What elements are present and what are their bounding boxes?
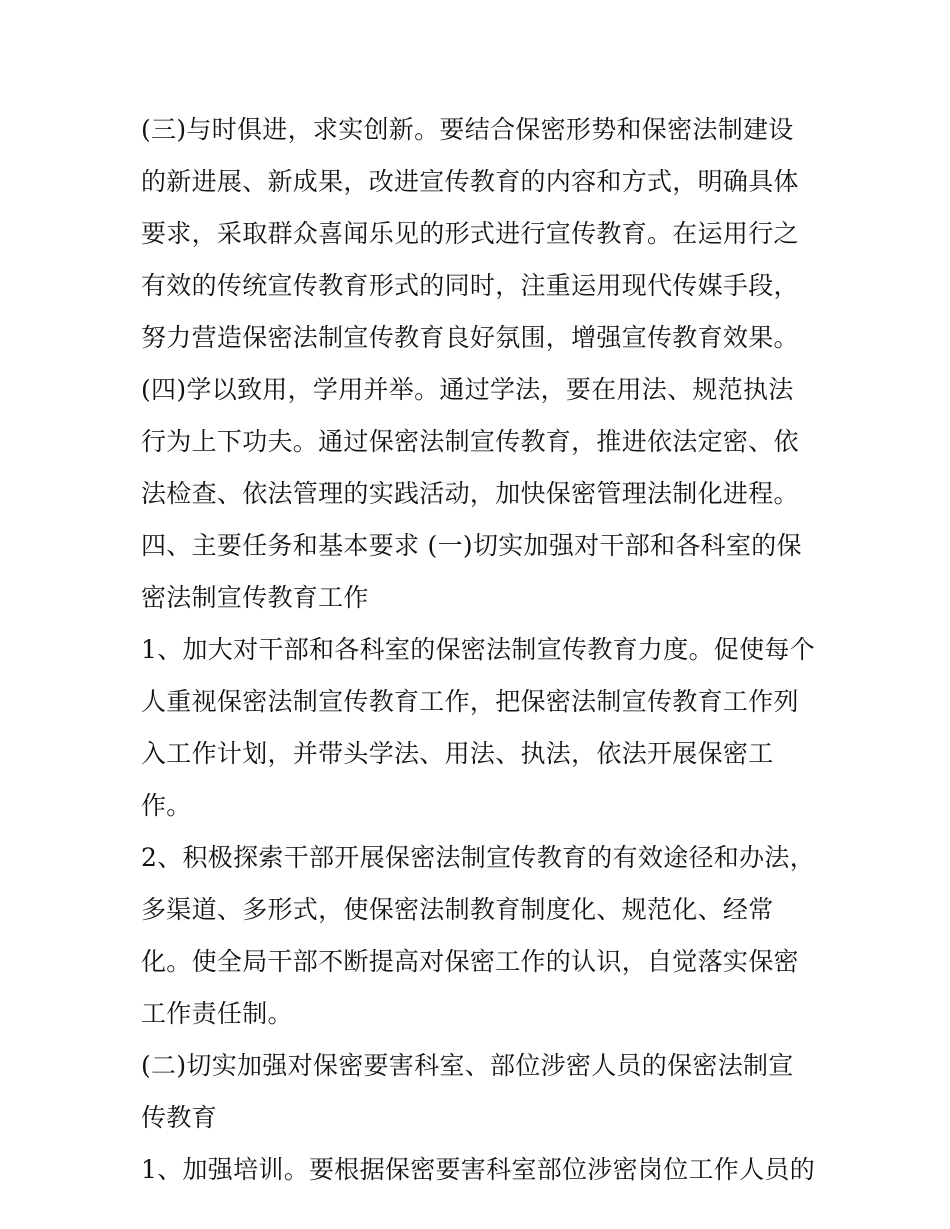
paragraph-principle-four: (四)学以致用，学用并举。通过学法，要在用法、规范执法行为上下功夫。通过保密法制宣传教育，推进依法定密、依法检查、依法管理的实践活动，加快保密管理法制化进程。 <box>141 375 799 508</box>
paragraph-item-1: 1、加大对干部和各科室的保密法制宣传教育力度。促使每个人重视保密法制宣传教育工作，把保密法制宣传教育工作列入工作计划，并带头学法、用法、执法，依法开展保密工作。 <box>141 635 816 820</box>
subsection-heading-two: (二)切实加强对保密要害科室、部位涉密人员的保密法制宣传教育 <box>141 1051 794 1132</box>
paragraph-principle-three: (三)与时俱进，求实创新。要结合保密形势和保密法制建设的新进展、新成果，改进宣传教育的内容和方式，明确具体要求，采取群众喜闻乐见的形式进行宣传教育。在运用行之有效的传统宣传教育形式的同时，注重运用现代传媒手段，努力营造保密法制宣传教育良好氛围，增强宣传教育效果。 <box>141 115 799 352</box>
section-heading-main-tasks: 四、主要任务和基本要求 (一)切实加强对干部和各科室的保密法制宣传教育工作 <box>141 531 802 612</box>
document-body <box>141 104 817 1196</box>
paragraph-item-2: 2、积极探索干部开展保密法制宣传教育的有效途径和办法，多渠道、多形式，使保密法制教育制度化、规范化、经常化。使全局干部不断提高对保密工作的认识，自觉落实保密工作责任制。 <box>141 843 816 1028</box>
paragraph-training: 1、加强培训。要根据保密要害科室部位涉密岗位工作人员的 <box>141 1155 816 1184</box>
